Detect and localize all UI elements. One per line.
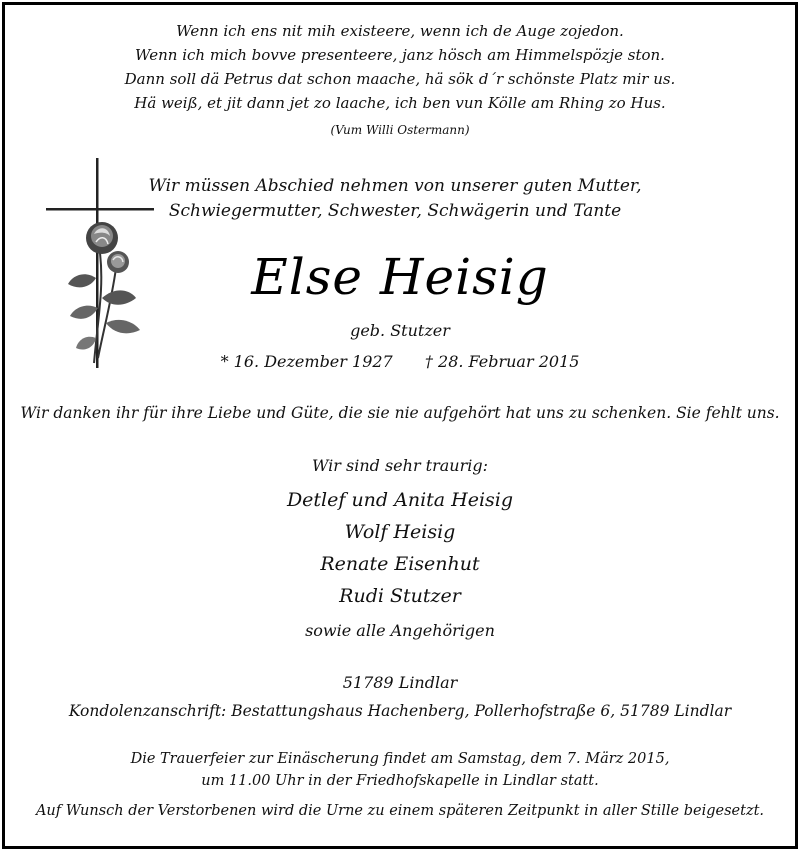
- mourner-name-4: Rudi Stutzer: [339, 585, 461, 607]
- poem-line-4: Hä weiß, et jit dann jet zo laache, ich ben vun Kölle am Rhing zo Hus.: [134, 94, 666, 112]
- poem-line-1: Wenn ich ens nit mih existeere, wenn ich de Auge zojedon.: [176, 22, 624, 40]
- poem-attribution: (Vum Willi Ostermann): [330, 123, 470, 137]
- location: 51789 Lindlar: [342, 673, 458, 692]
- thanks-text: Wir danken ihr für ihre Liebe und Güte, die sie nie aufgehört hat uns zu schenken. Sie fehlt uns.: [20, 404, 780, 422]
- deceased-name: Else Heisig: [251, 248, 549, 306]
- maiden-name: geb. Stutzer: [350, 321, 450, 340]
- intro-line-1: Wir müssen Abschied nehmen von unserer guten Mutter,: [148, 176, 642, 196]
- mourners-heading: Wir sind sehr traurig:: [311, 456, 488, 475]
- mourner-name-1: Detlef und Anita Heisig: [286, 489, 514, 511]
- mourner-name-3: Renate Eisenhut: [320, 553, 480, 575]
- intro-line-2: Schwiegermutter, Schwester, Schwägerin und Tante: [168, 201, 622, 221]
- birth-date: * 16. Dezember 1927: [220, 352, 393, 371]
- ceremony-line-1: Die Trauerfeier zur Einäscherung findet am Samstag, dem 7. März 2015,: [130, 751, 670, 767]
- ceremony-line-2: um 11.00 Uhr in der Friedhofskapelle in Lindlar statt.: [201, 773, 599, 789]
- urn-note: Auf Wunsch der Verstorbenen wird die Urne zu einem späteren Zeitpunkt in aller Stille beigesetzt.: [35, 803, 765, 819]
- mourner-name-2: Wolf Heisig: [344, 521, 456, 543]
- life-dates: [95, 352, 705, 371]
- poem-line-3: Dann soll dä Petrus dat schon maache, hä sök d´r schönste Platz mir us.: [124, 70, 676, 88]
- death-date: † 28. Februar 2015: [424, 352, 580, 371]
- poem-line-2: Wenn ich mich bovve presenteere, janz hösch am Himmelspözje ston.: [135, 46, 665, 64]
- other-relatives: sowie alle Angehörigen: [305, 621, 495, 640]
- condolence-address: Kondolenzanschrift: Bestattungshaus Hachenberg, Pollerhofstraße 6, 51789 Lindlar: [68, 702, 732, 720]
